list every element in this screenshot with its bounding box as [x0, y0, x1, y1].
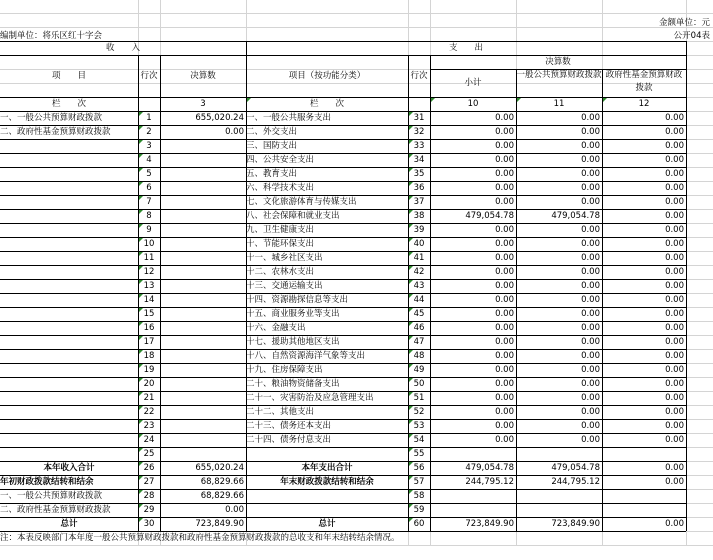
- cell-ri: 二十、粮油物资储备支出: [246, 379, 340, 389]
- cell-ri: 二十一、灾害防治及应急管理支出: [246, 393, 374, 403]
- cell-rn: 60: [413, 519, 425, 529]
- cell-li: 本年收入合计: [43, 463, 95, 473]
- cell-s: 0.00: [495, 421, 514, 431]
- cell-f: 0.00: [665, 393, 684, 403]
- cell-rn: 38: [413, 211, 425, 221]
- item-header: 项 目: [51, 71, 86, 81]
- cell-la: [160, 419, 244, 433]
- cell-ri: 年末财政拨款结转和结余: [280, 477, 374, 487]
- cell-g: 0.00: [581, 323, 600, 333]
- cell-ri: [246, 489, 408, 503]
- cell-f: 0.00: [665, 127, 684, 137]
- cell-f: 0.00: [665, 281, 684, 291]
- cell-la: [160, 181, 244, 195]
- cell-ln: 14: [143, 295, 155, 305]
- cell-rn: 52: [413, 407, 425, 417]
- cell-ln: 17: [143, 337, 155, 347]
- cell-ri: 十五、商业服务业等支出: [246, 309, 340, 319]
- cell-li: [0, 265, 138, 279]
- cell-rn: 33: [413, 141, 425, 151]
- cell-g: 0.00: [581, 309, 600, 319]
- form-number: 公开04表: [673, 31, 710, 41]
- cell-ln: 22: [143, 407, 155, 417]
- cell-f: 0.00: [665, 295, 684, 305]
- cell-g: [516, 447, 600, 461]
- cell-ln: 12: [143, 267, 155, 277]
- income-header: 收 入: [105, 43, 140, 53]
- cell-li: [0, 195, 138, 209]
- cell-li: [0, 335, 138, 349]
- cell-s: [430, 503, 514, 517]
- cell-ln: 2: [146, 127, 152, 137]
- cell-g: 0.00: [581, 435, 600, 445]
- final-amount-header: 决算数: [190, 71, 216, 81]
- cell-ln: 6: [146, 183, 152, 193]
- cell-g: 0.00: [581, 141, 600, 151]
- cell-rn: 37: [413, 197, 425, 207]
- cell-li: [0, 251, 138, 265]
- cell-s: 0.00: [495, 141, 514, 151]
- cell-rn: 44: [413, 295, 425, 305]
- cell-li: [0, 391, 138, 405]
- cell-la: 655,020.24: [195, 113, 244, 123]
- cell-g: 0.00: [581, 421, 600, 431]
- cell-ln: 1: [146, 113, 152, 123]
- col-label-right: 栏 次: [309, 99, 344, 109]
- cell-ln: 7: [146, 197, 152, 207]
- cell-ln: 3: [146, 141, 152, 151]
- cell-ri: 十四、资源勘探信息等支出: [246, 295, 349, 305]
- cell-ln: 10: [143, 239, 155, 249]
- cell-ri: 十二、农林水支出: [246, 267, 315, 277]
- cell-la: [160, 279, 244, 293]
- cell-s: 0.00: [495, 253, 514, 263]
- cell-g: 0.00: [581, 351, 600, 361]
- col-10: 10: [467, 99, 479, 109]
- cell-s: 0.00: [495, 239, 514, 249]
- cell-la: [160, 363, 244, 377]
- cell-la: [160, 251, 244, 265]
- cell-s: 0.00: [495, 225, 514, 235]
- cell-ln: 8: [146, 211, 152, 221]
- cell-s: 0.00: [495, 407, 514, 417]
- cell-la: 68,829.66: [200, 491, 244, 501]
- cell-f: 0.00: [665, 407, 684, 417]
- cell-ri: 七、文化旅游体育与传媒支出: [246, 197, 357, 207]
- cell-li: 二、政府性基金预算财政拨款: [0, 127, 111, 137]
- cell-rn: 56: [413, 463, 425, 473]
- cell-f: 0.00: [665, 113, 684, 123]
- cell-li: 年初财政拨款结转和结余: [0, 477, 94, 487]
- cell-f: 0.00: [665, 337, 684, 347]
- cell-rn: 46: [413, 323, 425, 333]
- cell-ri: [246, 447, 408, 461]
- cell-f: 0.00: [665, 211, 684, 221]
- cell-rn: 32: [413, 127, 425, 137]
- cell-ri: 十八、自然资源海洋气象等支出: [246, 351, 366, 361]
- cell-la: [160, 433, 244, 447]
- cell-la: 655,020.24: [195, 463, 244, 473]
- cell-ln: 5: [146, 169, 152, 179]
- cell-g: 0.00: [581, 225, 600, 235]
- cell-g: 0.00: [581, 267, 600, 277]
- cell-s: 244,795.12: [465, 477, 514, 487]
- cell-ln: 20: [143, 379, 155, 389]
- cell-s: 0.00: [495, 295, 514, 305]
- unit-label: 金额单位：元: [658, 18, 710, 28]
- cell-rn: 40: [413, 239, 425, 249]
- cell-la: [160, 391, 244, 405]
- cell-g: 479,054.78: [551, 211, 600, 221]
- cell-rn: 35: [413, 169, 425, 179]
- cell-ri: 本年支出合计: [301, 463, 353, 473]
- cell-la: [160, 153, 244, 167]
- cell-ri: 二十四、债务付息支出: [246, 435, 332, 445]
- cell-rn: 41: [413, 253, 425, 263]
- col-12: 12: [638, 99, 650, 109]
- cell-ln: 21: [143, 393, 155, 403]
- cell-f: 0.00: [665, 519, 684, 529]
- cell-ln: 26: [143, 463, 155, 473]
- cell-ri: 六、科学技术支出: [246, 183, 315, 193]
- cell-g: 0.00: [581, 183, 600, 193]
- cell-ri: 二十三、债务还本支出: [246, 421, 332, 431]
- cell-li: [0, 237, 138, 251]
- item-func-header: 项目（按功能分类）: [288, 71, 366, 81]
- col-label-left: 栏 次: [51, 99, 86, 109]
- cell-s: 0.00: [495, 183, 514, 193]
- cell-g: 0.00: [581, 253, 600, 263]
- gov-fund-header: 政府性基金预算财政拨款: [605, 70, 683, 93]
- cell-g: [516, 489, 600, 503]
- cell-li: [0, 447, 138, 461]
- cell-s: 0.00: [495, 351, 514, 361]
- cell-la: [160, 293, 244, 307]
- cell-f: 0.00: [665, 379, 684, 389]
- cell-g: 0.00: [581, 113, 600, 123]
- cell-g: 0.00: [581, 127, 600, 137]
- cell-ri: 十七、援助其他地区支出: [246, 337, 340, 347]
- cell-ln: 24: [143, 435, 155, 445]
- cell-f: [602, 447, 684, 461]
- cell-ri: 四、公共安全支出: [246, 155, 315, 165]
- cell-rn: 39: [413, 225, 425, 235]
- cell-ln: 19: [143, 365, 155, 375]
- cell-ln: 16: [143, 323, 155, 333]
- cell-s: 0.00: [495, 323, 514, 333]
- cell-la: 68,829.66: [200, 477, 244, 487]
- cell-la: [160, 349, 244, 363]
- cell-ri: 十一、城乡社区支出: [246, 253, 323, 263]
- cell-ln: 18: [143, 351, 155, 361]
- cell-f: 0.00: [665, 225, 684, 235]
- cell-g: 0.00: [581, 393, 600, 403]
- cell-rn: 45: [413, 309, 425, 319]
- cell-la: [160, 237, 244, 251]
- cell-f: [602, 489, 684, 503]
- cell-li: [0, 377, 138, 391]
- cell-ri: 十三、交通运输支出: [246, 281, 323, 291]
- cell-li: 二、政府性基金预算财政拨款: [0, 505, 111, 515]
- cell-la: [160, 223, 244, 237]
- cell-ri: 总计: [318, 519, 336, 529]
- general-budget-header: 一般公共预算财政拨款: [516, 70, 602, 80]
- cell-rn: 49: [413, 365, 425, 375]
- cell-s: 0.00: [495, 393, 514, 403]
- cell-li: [0, 349, 138, 363]
- cell-li: [0, 363, 138, 377]
- cell-la: [160, 195, 244, 209]
- cell-li: [0, 209, 138, 223]
- cell-f: 0.00: [665, 183, 684, 193]
- cell-li: [0, 181, 138, 195]
- cell-li: [0, 293, 138, 307]
- cell-ri: 十九、住房保障支出: [246, 365, 323, 375]
- cell-la: [160, 447, 244, 461]
- cell-s: 0.00: [495, 337, 514, 347]
- cell-g: 0.00: [581, 365, 600, 375]
- cell-rn: 36: [413, 183, 425, 193]
- cell-ri: 二十二、其他支出: [246, 407, 315, 417]
- cell-s: 0.00: [495, 281, 514, 291]
- cell-g: 0.00: [581, 281, 600, 291]
- cell-ln: 11: [143, 253, 155, 263]
- cell-s: 0.00: [495, 365, 514, 375]
- cell-la: [160, 167, 244, 181]
- cell-ln: 28: [143, 491, 155, 501]
- cell-ln: 30: [143, 519, 155, 529]
- cell-f: 0.00: [665, 365, 684, 375]
- cell-la: [160, 335, 244, 349]
- cell-g: 0.00: [581, 379, 600, 389]
- cell-f: 0.00: [665, 239, 684, 249]
- col-11: 11: [553, 99, 565, 109]
- cell-s: 0.00: [495, 169, 514, 179]
- cell-la: [160, 405, 244, 419]
- cell-la: [160, 307, 244, 321]
- cell-s: 0.00: [495, 155, 514, 165]
- cell-s: 723,849.90: [465, 519, 514, 529]
- cell-ri: 九、卫生健康支出: [246, 225, 315, 235]
- cell-s: 0.00: [495, 309, 514, 319]
- cell-s: 0.00: [495, 267, 514, 277]
- cell-g: 0.00: [581, 295, 600, 305]
- cell-f: 0.00: [665, 253, 684, 263]
- cell-rn: 58: [413, 491, 425, 501]
- cell-rn: 48: [413, 351, 425, 361]
- cell-g: 723,849.90: [551, 519, 600, 529]
- cell-f: 0.00: [665, 351, 684, 361]
- cell-li: [0, 405, 138, 419]
- cell-li: [0, 419, 138, 433]
- cell-la: [160, 139, 244, 153]
- cell-rn: 43: [413, 281, 425, 291]
- cell-ri: 三、国防支出: [246, 141, 298, 151]
- cell-f: 0.00: [665, 267, 684, 277]
- final-amount-header-2: 决算数: [545, 57, 571, 67]
- cell-ri: 八、社会保障和就业支出: [246, 211, 340, 221]
- cell-ri: 一、一般公共服务支出: [246, 113, 332, 123]
- expense-header: 支 出: [448, 43, 483, 53]
- cell-li: [0, 153, 138, 167]
- cell-ln: 29: [143, 505, 155, 515]
- cell-la: [160, 209, 244, 223]
- cell-la: [160, 321, 244, 335]
- cell-la: 723,849.90: [195, 519, 244, 529]
- cell-ln: 4: [146, 155, 152, 165]
- cell-s: 0.00: [495, 379, 514, 389]
- cell-rn: 55: [413, 449, 425, 459]
- cell-f: 0.00: [665, 421, 684, 431]
- cell-rn: 51: [413, 393, 425, 403]
- cell-la: [160, 377, 244, 391]
- cell-f: 0.00: [665, 463, 684, 473]
- cell-li: [0, 223, 138, 237]
- cell-g: [516, 503, 600, 517]
- cell-f: 0.00: [665, 477, 684, 487]
- line-no-header: 行次: [140, 71, 158, 81]
- cell-rn: 50: [413, 379, 425, 389]
- cell-s: [430, 447, 514, 461]
- cell-li: [0, 139, 138, 153]
- cell-rn: 34: [413, 155, 425, 165]
- cell-li: 总计: [60, 519, 78, 529]
- cell-f: 0.00: [665, 323, 684, 333]
- cell-ri: 五、教育支出: [246, 169, 298, 179]
- cell-la: 0.00: [225, 505, 244, 515]
- cell-ln: 25: [143, 449, 155, 459]
- cell-f: 0.00: [665, 435, 684, 445]
- subtotal-header: 小计: [464, 78, 482, 88]
- cell-la: 0.00: [225, 127, 244, 137]
- cell-ln: 13: [143, 281, 155, 291]
- cell-g: 0.00: [581, 197, 600, 207]
- cell-ln: 9: [146, 225, 152, 235]
- cell-li: [0, 167, 138, 181]
- cell-rn: 31: [413, 113, 425, 123]
- cell-ri: 十六、金融支出: [246, 323, 306, 333]
- cell-f: 0.00: [665, 141, 684, 151]
- cell-li: [0, 433, 138, 447]
- cell-g: 0.00: [581, 407, 600, 417]
- cell-s: 479,054.78: [465, 211, 514, 221]
- cell-ri: 二、外交支出: [246, 127, 298, 137]
- cell-ln: 15: [143, 309, 155, 319]
- cell-f: 0.00: [665, 197, 684, 207]
- cell-li: [0, 307, 138, 321]
- cell-ln: 23: [143, 421, 155, 431]
- cell-ri: 十、节能环保支出: [246, 239, 315, 249]
- cell-s: [430, 489, 514, 503]
- cell-g: 244,795.12: [551, 477, 600, 487]
- cell-s: 0.00: [495, 435, 514, 445]
- cell-f: 0.00: [665, 309, 684, 319]
- cell-f: [602, 503, 684, 517]
- cell-s: 0.00: [495, 113, 514, 123]
- cell-rn: 57: [413, 477, 425, 487]
- line-no-header-2: 行次: [410, 71, 428, 81]
- cell-li: 一、一般公共预算财政拨款: [0, 113, 103, 123]
- footer-note: 注：本表反映部门本年度一般公共预算财政拨款和政府性基金预算财政拨款的总收支和年末结转结余情况。: [0, 533, 400, 543]
- cell-la: [160, 265, 244, 279]
- cell-f: 0.00: [665, 169, 684, 179]
- cell-li: [0, 279, 138, 293]
- cell-rn: 47: [413, 337, 425, 347]
- cell-s: 0.00: [495, 197, 514, 207]
- cell-g: 0.00: [581, 239, 600, 249]
- cell-rn: 53: [413, 421, 425, 431]
- cell-ln: 27: [143, 477, 155, 487]
- cell-li: 一、一般公共预算财政拨款: [0, 491, 103, 501]
- cell-f: 0.00: [665, 155, 684, 165]
- cell-g: 0.00: [581, 169, 600, 179]
- cell-g: 0.00: [581, 337, 600, 347]
- cell-rn: 42: [413, 267, 425, 277]
- cell-ri: [246, 503, 408, 517]
- cell-g: 479,054.78: [551, 463, 600, 473]
- cell-s: 0.00: [495, 127, 514, 137]
- cell-g: 0.00: [581, 155, 600, 165]
- cell-s: 479,054.78: [465, 463, 514, 473]
- cell-rn: 54: [413, 435, 425, 445]
- cell-li: [0, 321, 138, 335]
- cell-rn: 59: [413, 505, 425, 515]
- col-3: 3: [200, 99, 206, 109]
- org-label: 编制单位：将乐区红十字会: [0, 31, 103, 41]
